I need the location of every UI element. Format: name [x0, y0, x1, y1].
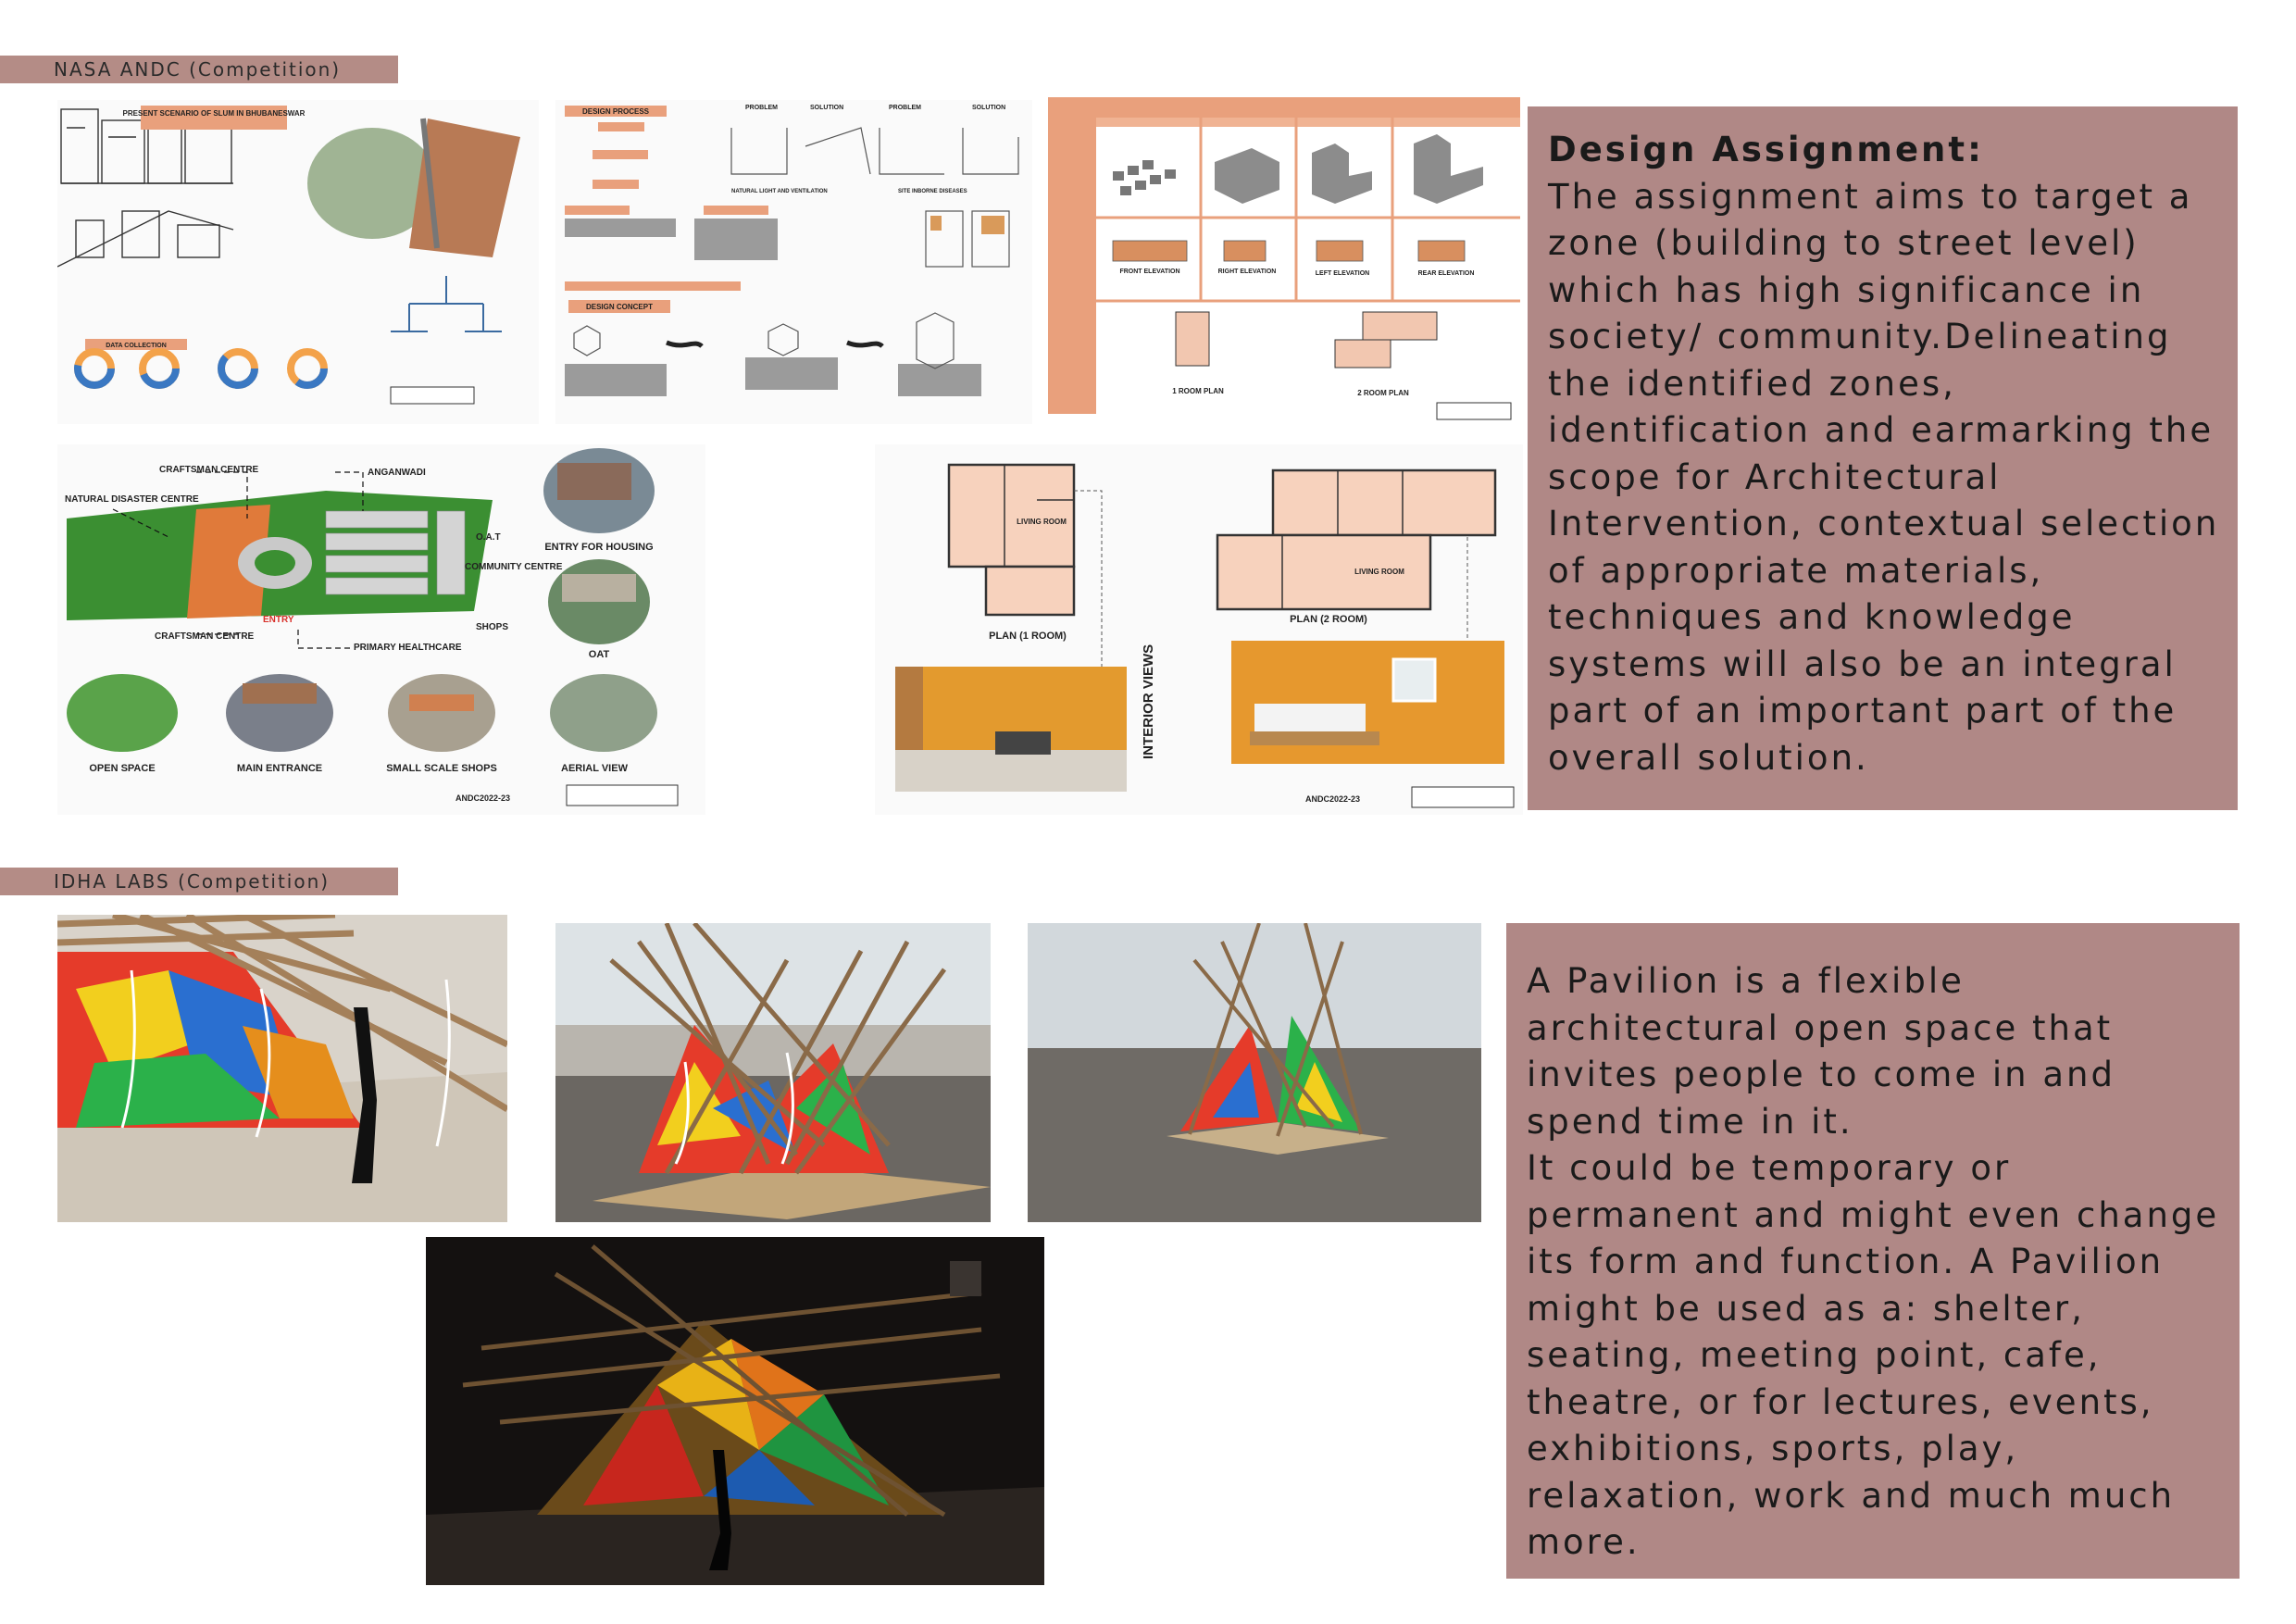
one-room-plan-label: 1 ROOM PLAN — [1172, 387, 1224, 395]
plan2-label: PLAN (2 ROOM) — [1290, 614, 1367, 625]
sheet-design-process — [555, 100, 1032, 424]
pavilion-description-panel — [1506, 923, 2240, 1579]
site-diseases-label: SITE INBORNE DISEASES — [898, 189, 967, 194]
site-label-oat: O.A.T — [476, 532, 501, 543]
pavilion-photo-interior — [57, 915, 507, 1222]
plan1-label: PLAN (1 ROOM) — [989, 631, 1067, 642]
view-oat: OAT — [588, 649, 610, 660]
view-small-shops: SMALL SCALE SHOPS — [386, 763, 497, 774]
panel-heading: Design Assignment: — [1548, 130, 1984, 169]
pavilion-photo-side — [1028, 923, 1481, 1222]
site-label-community: COMMUNITY CENTRE — [465, 562, 563, 572]
site-label-craftsman-bottom: CRAFTSMAN CENTRE — [155, 631, 255, 642]
rear-elevation-label: REAR ELEVATION — [1417, 270, 1475, 277]
site-footer: ANDC2022-23 — [455, 793, 511, 803]
section-label-idha: IDHA LABS (Competition) — [0, 868, 398, 895]
plan1-living-label: LIVING ROOM — [1017, 518, 1067, 526]
unit-plans-illustration — [875, 444, 1523, 815]
section-label-nasa: NASA ANDC (Competition) — [0, 56, 398, 83]
site-label-shops: SHOPS — [476, 622, 509, 632]
design-concept-label: DESIGN CONCEPT — [585, 303, 654, 311]
pavilion-text-line-1: A Pavilion is a flexible architectural open space that invites people to come in and spend time in it. — [1527, 961, 2115, 1142]
design-process-label: DESIGN PROCESS — [581, 107, 650, 116]
site-label-healthcare: PRIMARY HEALTHCARE — [354, 643, 462, 653]
sheet-site-plan — [57, 444, 705, 815]
left-elevation-label: LEFT ELEVATION — [1315, 270, 1370, 277]
design-assignment-panel — [1528, 106, 2238, 810]
pavilion-text-line-2: It could be temporary or permanent and might even change its form and function. A Pavilion might be used as a: shelter, seating, meeting point, cafe, theatre, or for lectures, events, exhibitions, sports, play, relaxation, work and much much more. — [1527, 1148, 2220, 1562]
solution-label: SOLUTION — [810, 105, 844, 111]
site-label-disaster: NATURAL DISASTER CENTRE — [65, 494, 199, 505]
pavilion-photo-night — [426, 1237, 1044, 1585]
right-elevation-label: RIGHT ELEVATION — [1217, 269, 1277, 275]
view-open-space: OPEN SPACE — [89, 763, 156, 774]
data-collection-label: DATA COLLECTION — [106, 343, 167, 349]
view-main-entrance: MAIN ENTRANCE — [236, 763, 323, 774]
pavilion-photo-front — [555, 923, 991, 1222]
panel-body: The assignment aims to target a zone (building to street level) which has high significance in society/ community.Delineating the identified zones, identification and earmarking the scope for Architectural Intervention, contextual selection of appropriate materials, techniques and knowledge systems will also be an integral part of an important part of the overall solution. — [1548, 176, 2220, 778]
slum-scenario-illustration — [57, 100, 539, 424]
sheet-slum-scenario — [57, 100, 539, 424]
sheet-unit-plans — [875, 444, 1523, 815]
slum-title: PRESENT SCENARIO OF SLUM IN BHUBANESWAR — [122, 109, 306, 118]
plans-footer: ANDC2022-23 — [1305, 794, 1361, 804]
site-label-craftsman-top: CRAFTSMAN CENTRE — [159, 465, 259, 475]
problem-label-2: PROBLEM — [889, 105, 921, 111]
natural-light-label: NATURAL LIGHT AND VENTILATION — [731, 189, 828, 194]
view-aerial: AERIAL VIEW — [561, 763, 628, 774]
sheet-typology-matrix — [1048, 97, 1520, 426]
front-elevation-label: FRONT ELEVATION — [1119, 269, 1180, 275]
two-room-plan-label: 2 ROOM PLAN — [1357, 389, 1409, 397]
solution-label-2: SOLUTION — [972, 105, 1006, 111]
problem-label: PROBLEM — [745, 105, 778, 111]
typology-matrix-illustration — [1048, 97, 1520, 426]
site-label-entry: ENTRY — [263, 615, 294, 625]
design-process-illustration — [555, 100, 1032, 424]
view-entry-housing: ENTRY FOR HOUSING — [544, 542, 654, 553]
site-plan-illustration — [57, 444, 705, 815]
site-label-anganwadi: ANGANWADI — [368, 468, 426, 478]
interior-views-label: INTERIOR VIEWS — [1141, 643, 1156, 759]
plan2-living-label: LIVING ROOM — [1354, 568, 1404, 576]
